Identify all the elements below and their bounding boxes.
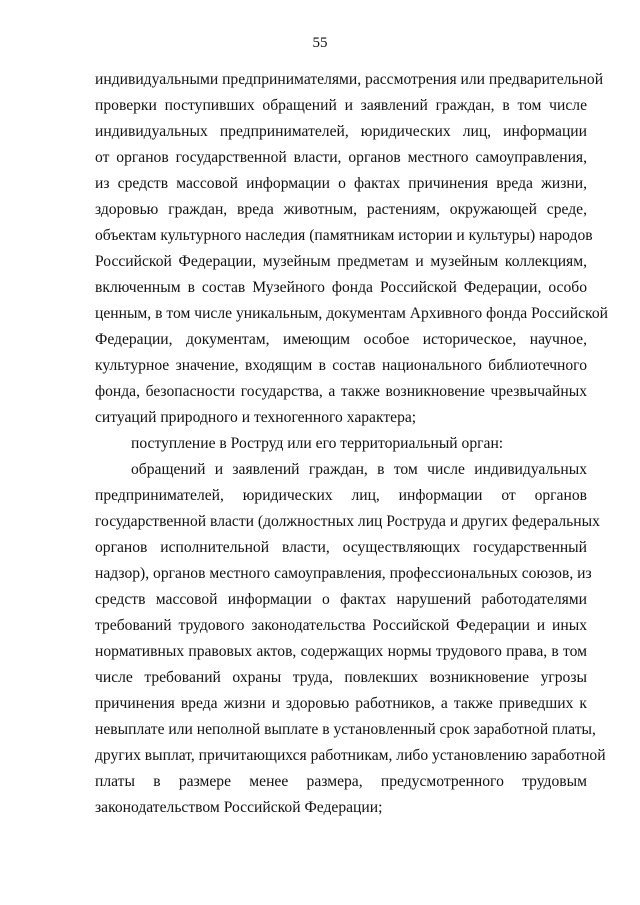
text-line: Федерации, документам, имеющим особое историческое, научное, [95, 331, 587, 348]
text-line: из средств массовой информации о фактах причинения вреда жизни, [95, 175, 587, 192]
text-line: числе требований охраны труда, повлекших возникновение угрозы [95, 669, 587, 686]
page-number: 55 [312, 35, 328, 51]
text-line: органов исполнительной власти, осуществляющих государственный [95, 539, 587, 556]
text-line: индивидуальными предпринимателями, рассмотрения или предварительной [95, 71, 604, 88]
text-line: фонда, безопасности государства, а также возникновение чрезвычайных [95, 383, 587, 400]
text-line: требований трудового законодательства Российской Федерации и иных [95, 617, 587, 634]
text-line: средств массовой информации о фактах нарушений работодателями [95, 591, 587, 608]
text-line: ценным, в том числе уникальным, документам Архивного фонда Российской [95, 305, 608, 322]
text-line: причинения вреда жизни и здоровью работников, а также приведших к [95, 695, 587, 712]
text-line: законодательством Российской Федерации; [95, 799, 383, 816]
text-line: культурное значение, входящим в состав национального библиотечного [95, 357, 587, 374]
text-line: индивидуальных предпринимателей, юридических лиц, информации [95, 123, 587, 140]
text-line: невыплате или неполной выплате в установленный срок заработной платы, [95, 721, 596, 738]
text-line: предпринимателей, юридических лиц, информации от органов [95, 487, 587, 504]
text-line: государственной власти (должностных лиц Роструда и других федеральных [95, 513, 600, 530]
text-line: обращений и заявлений граждан, в том числе индивидуальных [131, 461, 587, 478]
text-line: поступление в Роструд или его территориальный орган: [131, 435, 504, 452]
text-line: надзор), органов местного самоуправления, профессиональных союзов, из [95, 565, 592, 582]
text-line: Российской Федерации, музейным предметам и музейным коллекциям, [95, 253, 587, 270]
text-line: включенным в состав Музейного фонда Российской Федерации, особо [95, 279, 587, 296]
text-line: платы в размере менее размера, предусмотренного трудовым [95, 773, 587, 790]
text-line: объектам культурного наследия (памятникам истории и культуры) народов [95, 227, 593, 244]
text-line: проверки поступивших обращений и заявлений граждан, в том числе [95, 97, 587, 114]
text-line: нормативных правовых актов, содержащих нормы трудового права, в том [95, 643, 587, 660]
text-line: здоровью граждан, вреда животным, растениям, окружающей среде, [95, 201, 587, 218]
text-line: от органов государственной власти, органов местного самоуправления, [95, 149, 587, 166]
text-line: других выплат, причитающихся работникам, либо установлению заработной [95, 747, 606, 764]
text-line: ситуаций природного и техногенного характера; [95, 409, 417, 426]
